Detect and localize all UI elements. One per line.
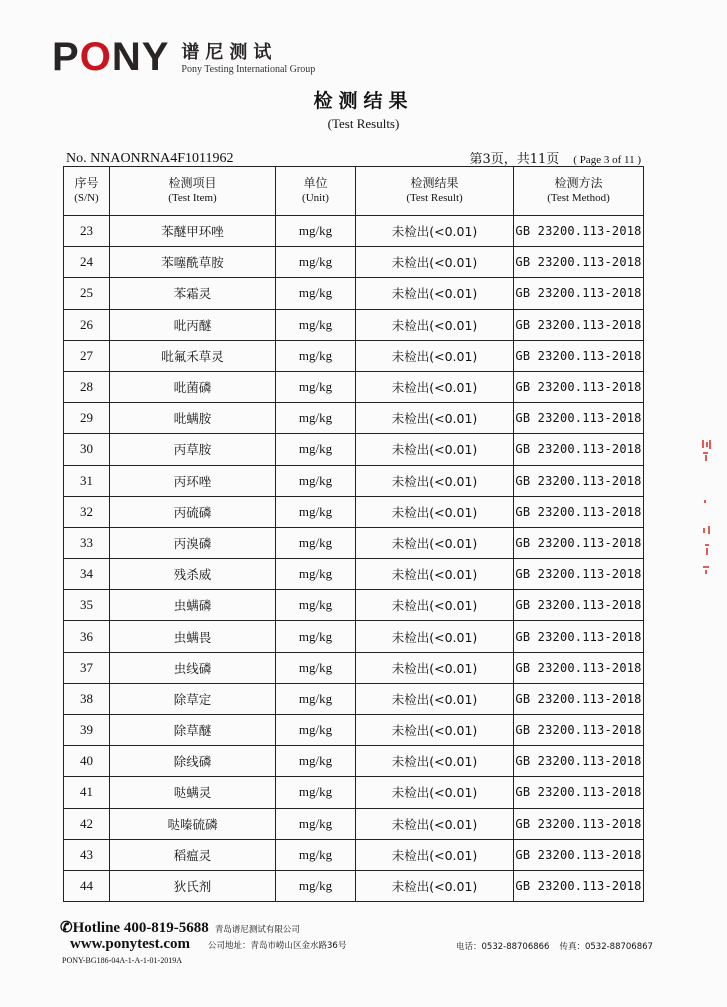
table-row xyxy=(64,621,644,652)
row-test-item: 除线磷 xyxy=(110,746,276,777)
row-result: 未检出(<0.01) xyxy=(356,839,514,870)
row-unit: mg/kg xyxy=(276,465,356,496)
row-result: 未检出(<0.01) xyxy=(356,527,514,558)
row-test-item: 吡菌磷 xyxy=(110,371,276,402)
table-row xyxy=(64,216,644,247)
row-method: GB 23200.113-2018 xyxy=(514,527,644,558)
row-unit: mg/kg xyxy=(276,559,356,590)
header-method: 检测方法 (Test Method) xyxy=(514,167,644,216)
row-sn: 43 xyxy=(64,839,110,870)
row-test-item: 丙硫磷 xyxy=(110,496,276,527)
row-result: 未检出(<0.01) xyxy=(356,340,514,371)
row-unit: mg/kg xyxy=(276,652,356,683)
row-unit: mg/kg xyxy=(276,247,356,278)
table-row xyxy=(64,371,644,402)
table-row xyxy=(64,590,644,621)
company-name: 青岛谱尼测试有限公司 xyxy=(214,925,300,935)
row-method: GB 23200.113-2018 xyxy=(514,340,644,371)
table-row xyxy=(64,777,644,808)
table-row xyxy=(64,247,644,278)
logo-en: Pony Testing International Group xyxy=(181,64,316,75)
row-test-item: 苯醚甲环唑 xyxy=(110,216,276,247)
table-row xyxy=(64,559,644,590)
row-unit: mg/kg xyxy=(276,683,356,714)
row-method: GB 23200.113-2018 xyxy=(514,403,644,434)
table-row xyxy=(64,683,644,714)
row-sn: 29 xyxy=(64,403,110,434)
row-method: GB 23200.113-2018 xyxy=(514,465,644,496)
logo-wordmark: PONY xyxy=(52,35,170,79)
fax: 传真：0532-88706867 xyxy=(559,942,653,952)
row-method: GB 23200.113-2018 xyxy=(514,652,644,683)
header-sn: 序号 (S/N) xyxy=(64,167,110,216)
table-row xyxy=(64,434,644,465)
row-test-item: 苯霜灵 xyxy=(110,278,276,309)
row-sn: 27 xyxy=(64,340,110,371)
row-sn: 26 xyxy=(64,309,110,340)
company-logo xyxy=(52,35,316,79)
row-method: GB 23200.113-2018 xyxy=(514,434,644,465)
page-info-en: ( Page 3 of 11 ) xyxy=(573,154,641,166)
table-row xyxy=(64,496,644,527)
row-unit: mg/kg xyxy=(276,839,356,870)
row-test-item: 哒嗪硫磷 xyxy=(110,808,276,839)
row-test-item: 哒螨灵 xyxy=(110,777,276,808)
row-method: GB 23200.113-2018 xyxy=(514,746,644,777)
footer-hotline xyxy=(60,918,300,937)
telephone: 电话：0532-88706866 xyxy=(456,942,550,952)
table-row xyxy=(64,870,644,901)
row-method: GB 23200.113-2018 xyxy=(514,839,644,870)
table-row xyxy=(64,839,644,870)
row-sn: 44 xyxy=(64,870,110,901)
row-sn: 30 xyxy=(64,434,110,465)
row-test-item: 虫线磷 xyxy=(110,652,276,683)
row-method: GB 23200.113-2018 xyxy=(514,715,644,746)
table-row xyxy=(64,340,644,371)
row-result: 未检出(<0.01) xyxy=(356,746,514,777)
row-result: 未检出(<0.01) xyxy=(356,278,514,309)
row-result: 未检出(<0.01) xyxy=(356,216,514,247)
row-unit: mg/kg xyxy=(276,216,356,247)
row-sn: 33 xyxy=(64,527,110,558)
row-method: GB 23200.113-2018 xyxy=(514,309,644,340)
row-unit: mg/kg xyxy=(276,777,356,808)
page-info xyxy=(469,148,641,167)
report-number: No. NNAONRNA4F1011962 xyxy=(66,151,234,166)
hotline-number: ✆Hotline 400-819-5688 xyxy=(60,920,209,936)
row-test-item: 丙草胺 xyxy=(110,434,276,465)
row-test-item: 苯噻酰草胺 xyxy=(110,247,276,278)
row-sn: 25 xyxy=(64,278,110,309)
row-sn: 41 xyxy=(64,777,110,808)
header-unit: 单位 (Unit) xyxy=(276,167,356,216)
row-unit: mg/kg xyxy=(276,403,356,434)
row-unit: mg/kg xyxy=(276,340,356,371)
row-test-item: 稻瘟灵 xyxy=(110,839,276,870)
footer-web xyxy=(70,936,346,953)
row-sn: 37 xyxy=(64,652,110,683)
row-sn: 24 xyxy=(64,247,110,278)
header-result: 检测结果 (Test Result) xyxy=(356,167,514,216)
row-result: 未检出(<0.01) xyxy=(356,808,514,839)
row-method: GB 23200.113-2018 xyxy=(514,278,644,309)
page-info-cn: 第3页，共11页 xyxy=(469,152,560,167)
row-method: GB 23200.113-2018 xyxy=(514,216,644,247)
row-result: 未检出(<0.01) xyxy=(356,309,514,340)
row-result: 未检出(<0.01) xyxy=(356,371,514,402)
row-unit: mg/kg xyxy=(276,746,356,777)
table-row xyxy=(64,527,644,558)
row-sn: 23 xyxy=(64,216,110,247)
row-test-item: 丙环唑 xyxy=(110,465,276,496)
table-row xyxy=(64,278,644,309)
page-title-en: (Test Results) xyxy=(327,116,400,131)
row-test-item: 虫螨磷 xyxy=(110,590,276,621)
row-test-item: 除草醚 xyxy=(110,715,276,746)
row-method: GB 23200.113-2018 xyxy=(514,371,644,402)
row-result: 未检出(<0.01) xyxy=(356,247,514,278)
row-result: 未检出(<0.01) xyxy=(356,434,514,465)
row-test-item: 狄氏剂 xyxy=(110,870,276,901)
row-unit: mg/kg xyxy=(276,870,356,901)
row-result: 未检出(<0.01) xyxy=(356,465,514,496)
row-method: GB 23200.113-2018 xyxy=(514,559,644,590)
row-unit: mg/kg xyxy=(276,434,356,465)
row-test-item: 除草定 xyxy=(110,683,276,714)
header-item: 检测项目 (Test Item) xyxy=(110,167,276,216)
row-sn: 36 xyxy=(64,621,110,652)
row-sn: 34 xyxy=(64,559,110,590)
row-sn: 38 xyxy=(64,683,110,714)
row-unit: mg/kg xyxy=(276,371,356,402)
table-row xyxy=(64,403,644,434)
row-sn: 35 xyxy=(64,590,110,621)
row-result: 未检出(<0.01) xyxy=(356,870,514,901)
row-result: 未检出(<0.01) xyxy=(356,621,514,652)
row-method: GB 23200.113-2018 xyxy=(514,590,644,621)
row-unit: mg/kg xyxy=(276,808,356,839)
logo-cn: 谱尼测试 xyxy=(181,42,278,63)
row-sn: 31 xyxy=(64,465,110,496)
form-number: PONY-BG186-04A-1-A-1-01-2019A xyxy=(62,956,182,965)
table-row xyxy=(64,652,644,683)
row-sn: 42 xyxy=(64,808,110,839)
row-unit: mg/kg xyxy=(276,621,356,652)
row-method: GB 23200.113-2018 xyxy=(514,247,644,278)
footer-contact xyxy=(456,940,653,952)
table-row xyxy=(64,465,644,496)
results-table xyxy=(63,166,644,902)
row-result: 未检出(<0.01) xyxy=(356,777,514,808)
row-method: GB 23200.113-2018 xyxy=(514,870,644,901)
row-test-item: 虫螨畏 xyxy=(110,621,276,652)
row-method: GB 23200.113-2018 xyxy=(514,621,644,652)
table-row xyxy=(64,309,644,340)
row-test-item: 吡丙醚 xyxy=(110,309,276,340)
row-unit: mg/kg xyxy=(276,590,356,621)
table-row xyxy=(64,808,644,839)
row-unit: mg/kg xyxy=(276,309,356,340)
row-test-item: 丙溴磷 xyxy=(110,527,276,558)
logo-text xyxy=(181,42,315,76)
row-sn: 40 xyxy=(64,746,110,777)
row-result: 未检出(<0.01) xyxy=(356,683,514,714)
row-unit: mg/kg xyxy=(276,496,356,527)
row-result: 未检出(<0.01) xyxy=(356,652,514,683)
row-result: 未检出(<0.01) xyxy=(356,403,514,434)
website-link[interactable]: www.ponytest.com xyxy=(70,936,190,952)
row-result: 未检出(<0.01) xyxy=(356,496,514,527)
row-unit: mg/kg xyxy=(276,527,356,558)
row-unit: mg/kg xyxy=(276,715,356,746)
row-test-item: 残杀威 xyxy=(110,559,276,590)
row-method: GB 23200.113-2018 xyxy=(514,683,644,714)
row-result: 未检出(<0.01) xyxy=(356,559,514,590)
table-header-row xyxy=(64,167,644,216)
row-test-item: 吡螨胺 xyxy=(110,403,276,434)
row-result: 未检出(<0.01) xyxy=(356,590,514,621)
row-method: GB 23200.113-2018 xyxy=(514,777,644,808)
row-sn: 32 xyxy=(64,496,110,527)
row-sn: 39 xyxy=(64,715,110,746)
page-title-cn: 检测结果 xyxy=(313,90,414,112)
row-sn: 28 xyxy=(64,371,110,402)
row-method: GB 23200.113-2018 xyxy=(514,808,644,839)
table-row xyxy=(64,715,644,746)
company-address: 公司地址：青岛市崂山区金水路36号 xyxy=(208,941,347,951)
seal-edge-mark xyxy=(700,440,714,580)
table-row xyxy=(64,746,644,777)
row-method: GB 23200.113-2018 xyxy=(514,496,644,527)
row-unit: mg/kg xyxy=(276,278,356,309)
row-test-item: 吡氟禾草灵 xyxy=(110,340,276,371)
row-result: 未检出(<0.01) xyxy=(356,715,514,746)
